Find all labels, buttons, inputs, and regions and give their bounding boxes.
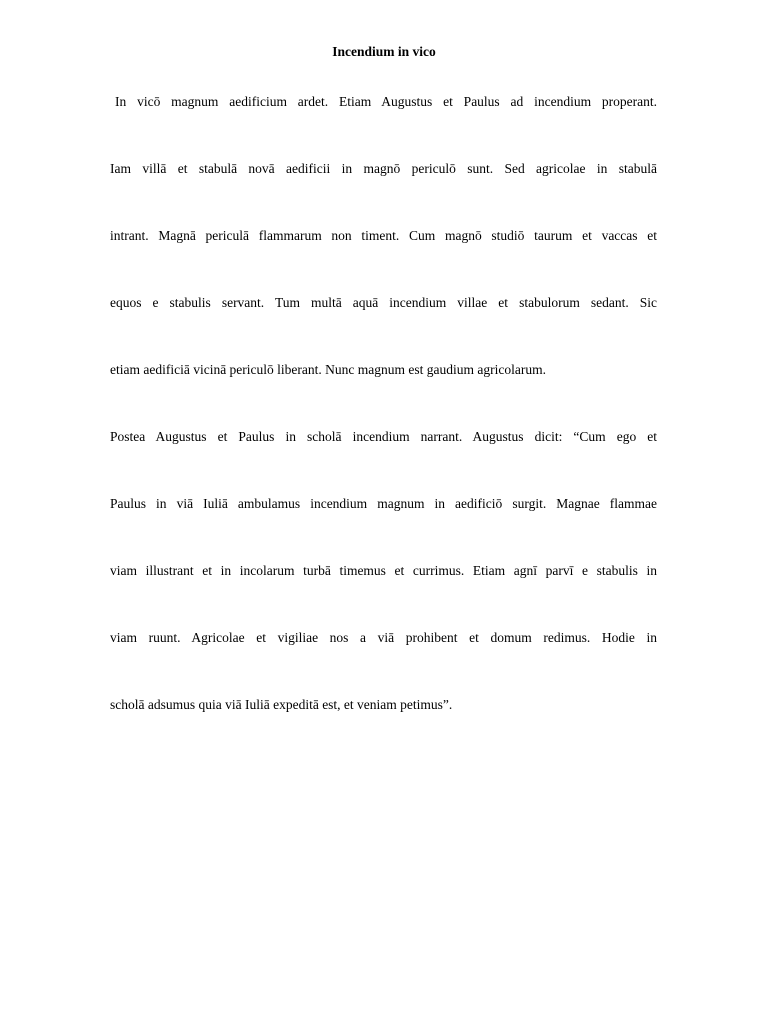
text-line: Postea Augustus et Paulus in scholā incendium narrant. Augustus dicit: “Cum ego et <box>110 429 657 444</box>
text-line: In vicō magnum aedificium ardet. Etiam Augustus et Paulus ad incendium properant. <box>115 94 657 109</box>
text-line: scholā adsumus quia viā Iuliā expeditā est, et veniam petimus”. <box>110 697 453 712</box>
document-body <box>110 92 657 762</box>
text-line: viam illustrant et in incolarum turbā timemus et currimus. Etiam agnī parvī e stabulis in <box>110 563 657 578</box>
text-line: intrant. Magnā periculā flammarum non timent. Cum magnō studiō taurum et vaccas et <box>110 228 657 243</box>
document-title: Incendium in vico <box>332 44 436 59</box>
text-line: etiam aedificiā vicinā periculō liberant. Nunc magnum est gaudium agricolarum. <box>110 362 546 377</box>
text-line: viam ruunt. Agricolae et vigiliae nos a viā prohibent et domum redimus. Hodie in <box>110 630 657 645</box>
text-line: Iam villā et stabulā novā aedificii in magnō periculō sunt. Sed agricolae in stabulā <box>110 161 657 176</box>
text-line: Paulus in viā Iuliā ambulamus incendium magnum in aedificiō surgit. Magnae flammae <box>110 496 657 511</box>
text-line: equos e stabulis servant. Tum multā aquā incendium villae et stabulorum sedant. Sic <box>110 295 657 310</box>
